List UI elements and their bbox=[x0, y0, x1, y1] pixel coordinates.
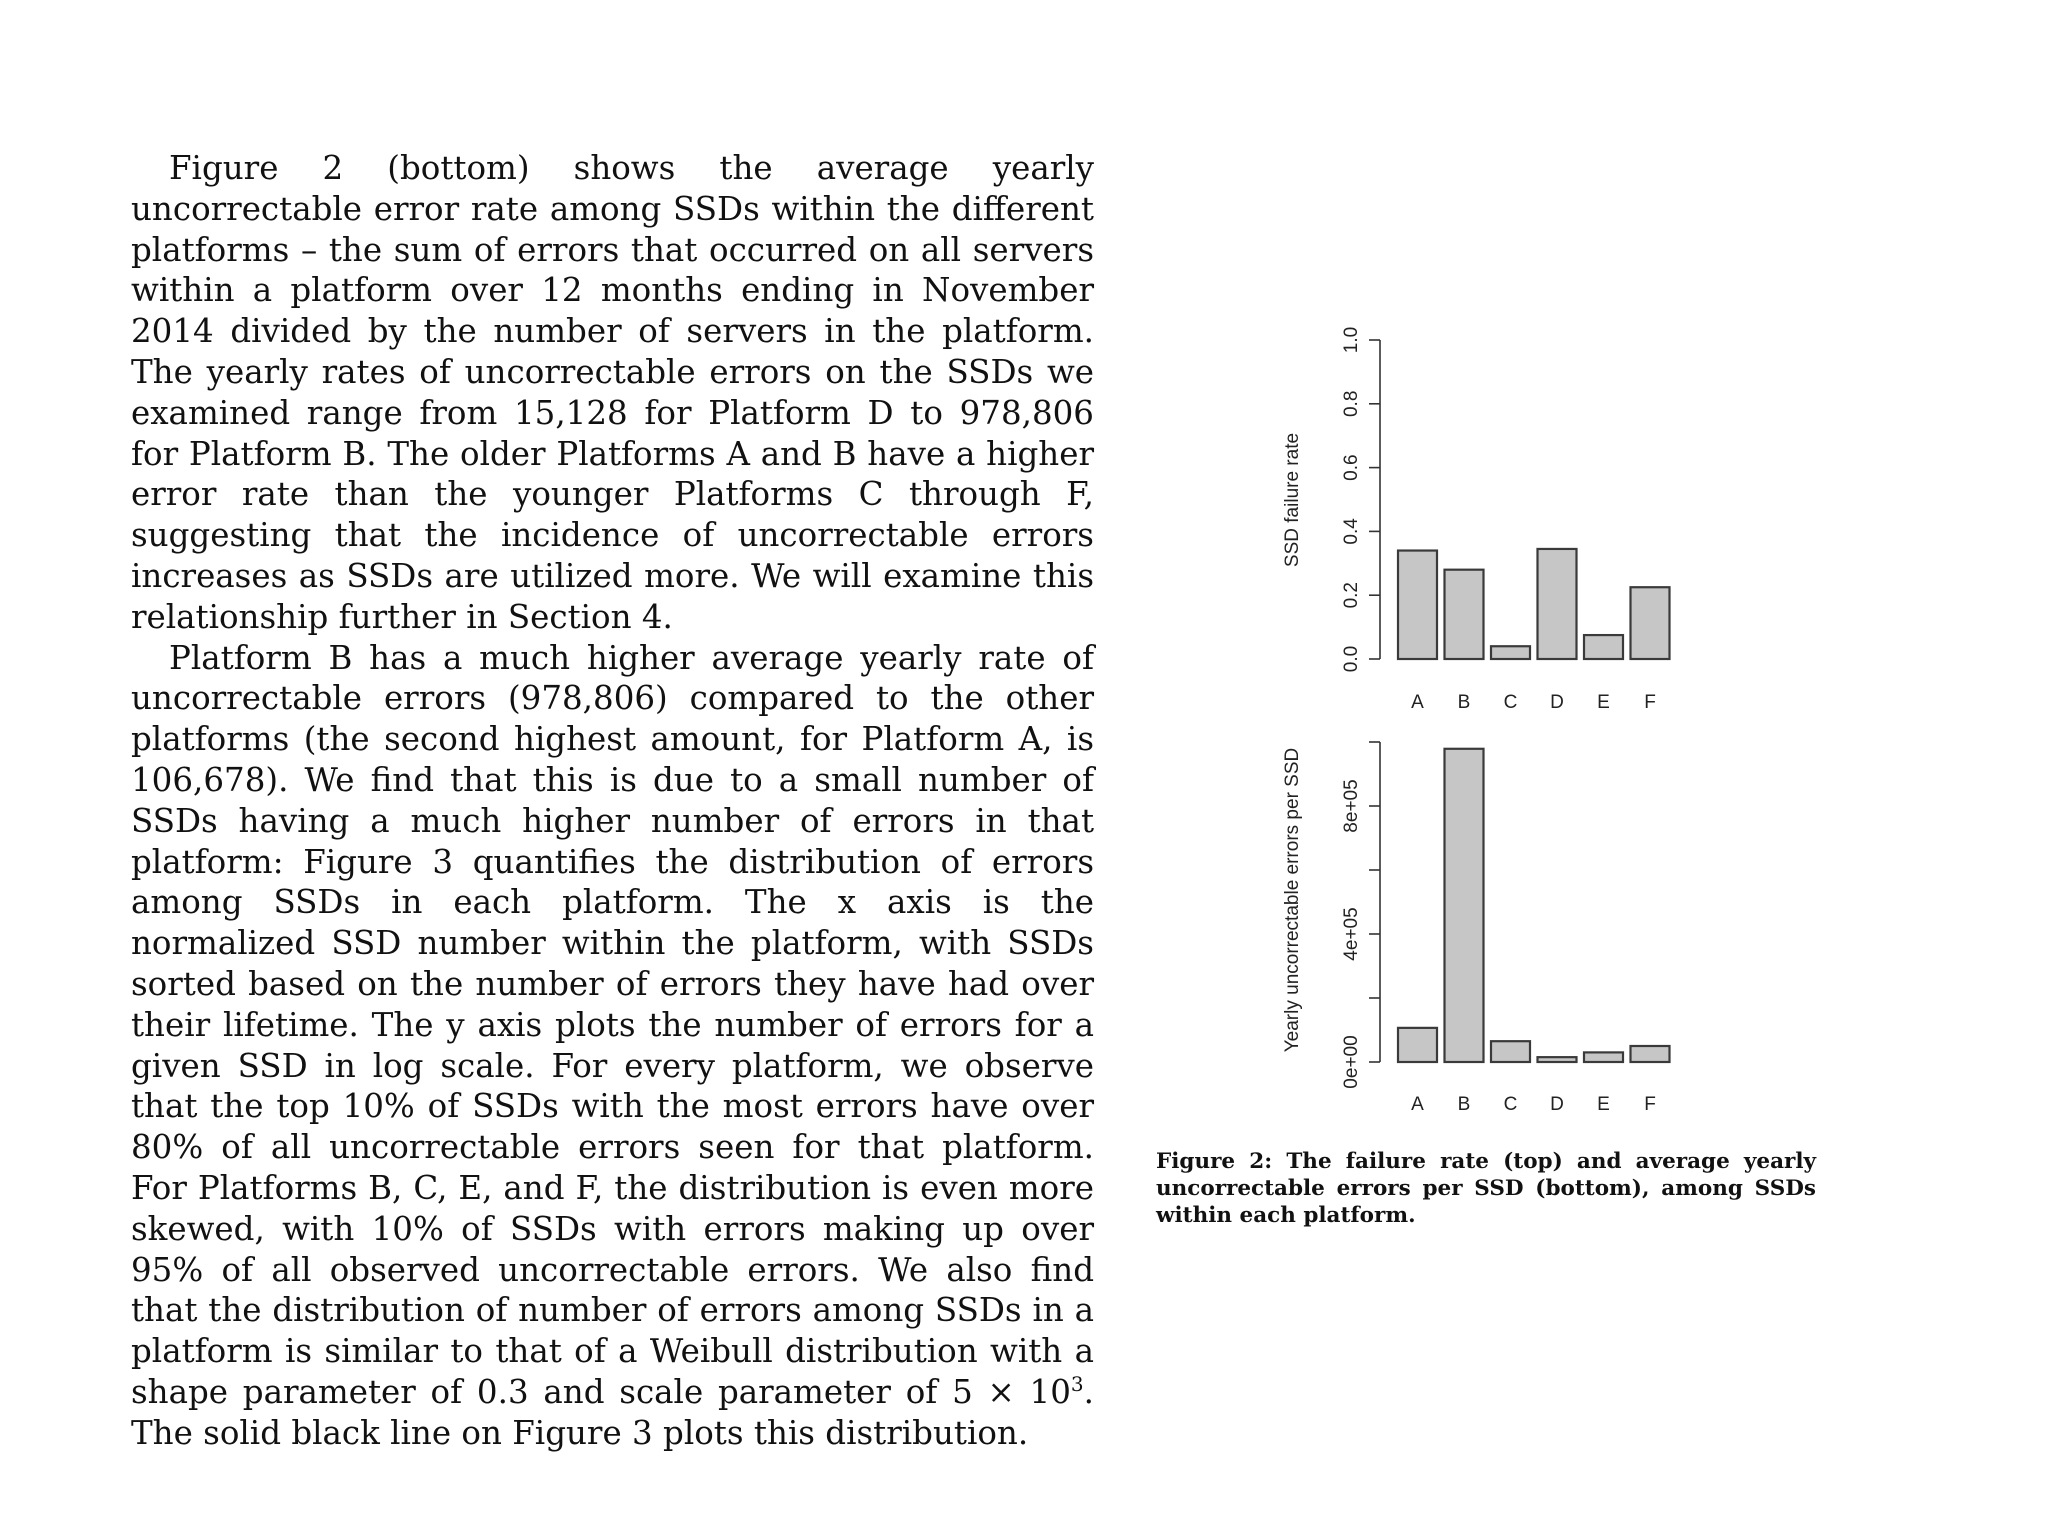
paragraph-2-superscript: 3 bbox=[1070, 1372, 1084, 1397]
y-tick-label-1-0: 0e+00 bbox=[1341, 1035, 1362, 1089]
x-tick-label-1-B: B bbox=[1457, 1094, 1471, 1115]
x-tick-label-0-F: F bbox=[1644, 692, 1656, 713]
y-tick-label-1-2: 4e+05 bbox=[1341, 907, 1362, 961]
x-tick-label-0-C: C bbox=[1503, 692, 1518, 713]
bar-0-C bbox=[1491, 646, 1530, 659]
y-tick-label-0-2: 0.4 bbox=[1341, 518, 1362, 545]
x-tick-label-0-A: A bbox=[1411, 692, 1424, 713]
y-tick-label-0-0: 0.0 bbox=[1341, 645, 1362, 673]
x-tick-label-1-E: E bbox=[1597, 1094, 1610, 1115]
x-tick-label-0-D: D bbox=[1550, 692, 1564, 713]
bar-0-D bbox=[1538, 549, 1577, 659]
paragraph-1: Figure 2 (bottom) shows the average yearly uncorrectable error rate among SSDs within the different platforms – the sum of errors that occurred on all servers within a platform over 12 months ending in November 2014 divided by the number of servers in the platform. The yearly rates of uncorrectable errors on the SSDs we examined range from 15,128 for Platform D to 978,806 for Platform B. The older Platforms A and B have a higher error rate than the younger Platforms C through F, suggesting that the incidence of uncorrectable errors increases as SSDs are utilized more. We will examine this relationship further in Section 4. bbox=[131, 149, 1094, 636]
paragraph-2-tail: . The solid black line on Figure 3 plots this distribution. bbox=[131, 1372, 1094, 1452]
figure-2 bbox=[1280, 310, 1740, 1130]
bar-1-D bbox=[1538, 1057, 1577, 1062]
x-tick-label-1-F: F bbox=[1644, 1094, 1656, 1115]
x-tick-label-0-E: E bbox=[1597, 692, 1610, 713]
y-tick-label-0-3: 0.6 bbox=[1341, 454, 1362, 481]
bar-1-A bbox=[1398, 1028, 1437, 1062]
paragraph-2-main: Platform B has a much higher average yearly rate of uncorrectable errors (978,806) compared to the other platforms (the second highest amount, for Platform A, is 106,678). We find that this is due to a small number of SSDs having a much higher number of errors in that platform: Figure 3 quantifies the distribution of errors among SSDs in each platform. The x axis is the normalized SSD number within the platform, with SSDs sorted based on the number of errors they have had over their lifetime. The y axis plots the number of errors for a given SSD in log scale. For every platform, we observe that the top 10% of SSDs with the most errors have over 80% of all uncorrectable errors seen for that platform. For Platforms B, C, E, and F, the distribution is even more skewed, with 10% of SSDs with errors making up over 95% of all observed uncorrectable errors. We also find that the distribution of number of errors among SSDs in a platform is similar to that of a Weibull distribution with a shape parameter of 0.3 and scale parameter of 5 × 10 bbox=[131, 638, 1094, 1411]
bar-1-B bbox=[1445, 749, 1484, 1062]
y-tick-label-0-4: 0.8 bbox=[1341, 390, 1362, 418]
body-text bbox=[131, 148, 1094, 1454]
x-tick-label-1-A: A bbox=[1411, 1094, 1424, 1115]
y-tick-label-1-4: 8e+05 bbox=[1341, 779, 1362, 833]
y-tick-label-0-5: 1.0 bbox=[1341, 326, 1362, 354]
bar-0-A bbox=[1398, 551, 1437, 659]
bar-1-F bbox=[1631, 1046, 1670, 1062]
bar-0-F bbox=[1631, 587, 1670, 659]
x-tick-label-1-D: D bbox=[1550, 1094, 1564, 1115]
figure-caption: Figure 2: The failure rate (top) and average yearly uncorrectable errors per SSD (bottom), among SSDs within each platform. bbox=[1156, 1149, 1816, 1228]
bar-0-B bbox=[1445, 570, 1484, 659]
paragraph-2 bbox=[131, 638, 1094, 1454]
y-axis-label-1: Yearly uncorrectable errors per SSD bbox=[1282, 747, 1303, 1053]
x-tick-label-1-C: C bbox=[1503, 1094, 1518, 1115]
bar-0-E bbox=[1584, 635, 1623, 659]
bar-1-C bbox=[1491, 1041, 1530, 1062]
y-tick-label-0-1: 0.2 bbox=[1341, 581, 1362, 609]
y-axis-label-0: SSD failure rate bbox=[1282, 432, 1303, 568]
x-tick-label-0-B: B bbox=[1457, 692, 1471, 713]
bar-1-E bbox=[1584, 1052, 1623, 1062]
figure-2-charts bbox=[1280, 310, 1740, 1130]
